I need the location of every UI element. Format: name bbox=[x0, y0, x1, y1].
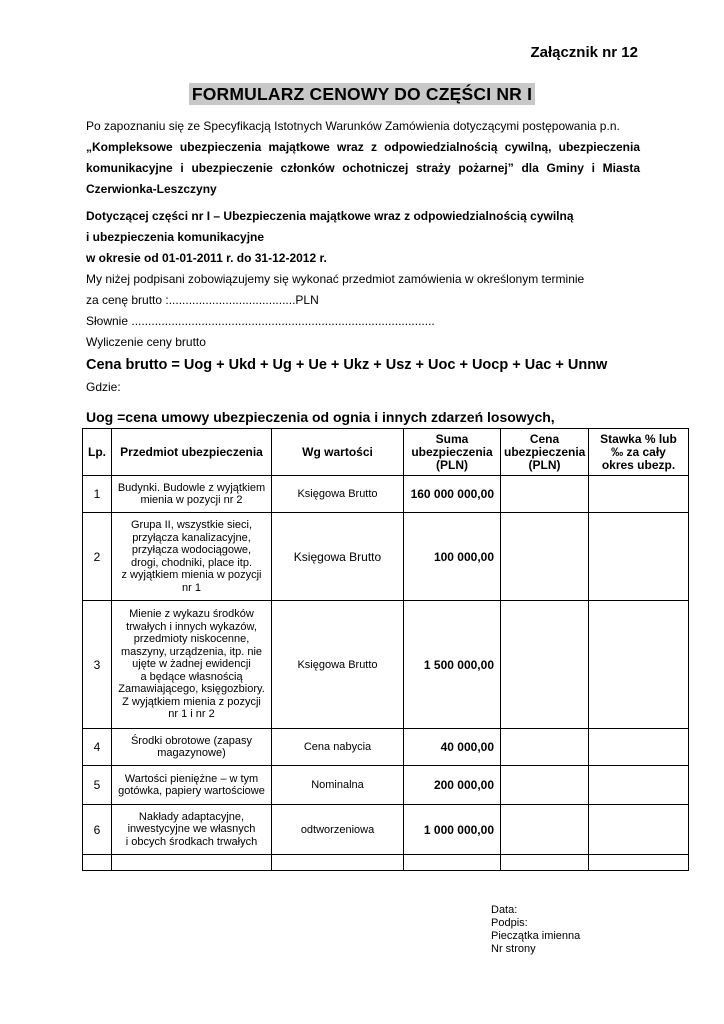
row-subject bbox=[112, 601, 272, 729]
stamp-label: Pieczątka imienna bbox=[491, 930, 581, 942]
uog-heading: Uog =cena umowy ubezpieczenia od ognia i innych zdarzeń losowych, bbox=[86, 409, 555, 425]
price-formula: Cena brutto = Uog + Ukd + Ug + Ue + Ukz + Usz + Uoc + Uocp + Uac + Unnw bbox=[86, 357, 608, 373]
header-sum-l2: ubezpieczenia bbox=[411, 444, 493, 459]
subject-line: przyłącza kanalizacyjne, bbox=[132, 531, 251, 544]
total-price-cell[interactable] bbox=[501, 855, 589, 871]
row-value-basis: Księgowa Brutto bbox=[272, 601, 404, 729]
subject-line: Wartości pieniężne – w tym bbox=[124, 772, 259, 785]
header-sum-l1: Suma bbox=[435, 431, 469, 446]
row-price-cell[interactable] bbox=[501, 476, 589, 513]
row-sum-insured: 100 000,00 bbox=[404, 513, 501, 601]
table-row bbox=[83, 729, 689, 766]
subject-line: nr 1 bbox=[182, 581, 201, 594]
subject-line: przyłącza wodociągowe, bbox=[131, 544, 252, 556]
subject-line: drogi, chodniki, place itp. bbox=[130, 556, 253, 569]
row-value-basis: Cena nabycia bbox=[272, 729, 404, 766]
row-subject bbox=[112, 766, 272, 805]
subject-line: a będące własnością bbox=[140, 670, 243, 683]
row-rate-cell[interactable] bbox=[589, 766, 689, 805]
header-rate-l1: Stawka % lub bbox=[600, 431, 677, 446]
row-sum-insured: 160 000 000,00 bbox=[404, 476, 501, 513]
header-subject: Przedmiot ubezpieczenia bbox=[112, 429, 272, 476]
row-lp: 5 bbox=[83, 766, 112, 805]
row-lp: 3 bbox=[83, 601, 112, 729]
subject-line: przedmioty niskocenne, bbox=[133, 633, 250, 646]
intro-line-4: Czerwionka-Leszczyny bbox=[86, 182, 217, 196]
signature-label: Podpis: bbox=[491, 917, 528, 929]
row-lp: 4 bbox=[83, 729, 112, 766]
table-row bbox=[83, 601, 689, 729]
intro-line-3: komunikacyjne i ubezpieczenie członków ochotniczej straży pożarnej” dla Gminy i Miasta bbox=[86, 161, 640, 175]
row-rate-cell[interactable] bbox=[589, 729, 689, 766]
pricing-table bbox=[82, 428, 689, 871]
subject-line: gotówka, papiery wartościowe bbox=[118, 785, 265, 797]
table-row bbox=[83, 805, 689, 855]
header-price-l3: (PLN) bbox=[528, 457, 561, 472]
row-value-basis: Księgowa Brutto bbox=[272, 476, 404, 513]
subject-line: mienia w pozycji nr 2 bbox=[140, 494, 243, 506]
table-row bbox=[83, 513, 689, 601]
intro-line-1: Po zapoznaniu się ze Specyfikacją Istotnych Warunków Zamówienia dotyczącymi postępowania p.n. bbox=[86, 119, 620, 133]
row-lp: 6 bbox=[83, 805, 112, 855]
row-subject bbox=[112, 805, 272, 855]
form-title bbox=[0, 84, 724, 105]
row-price-cell[interactable] bbox=[501, 805, 589, 855]
row-subject bbox=[112, 729, 272, 766]
row-sum-insured: 1 000 000,00 bbox=[404, 805, 501, 855]
part-line-2: i ubezpieczenia komunikacyjne bbox=[86, 230, 265, 244]
intro-line-2: „Kompleksowe ubezpieczenia majątkowe wraz z odpowiedzialnością cywilną, ubezpieczenia bbox=[86, 140, 640, 154]
row-lp: 1 bbox=[83, 476, 112, 513]
header-rate-l3: okres ubezp. bbox=[601, 457, 676, 472]
subject-line: Budynki. Budowle z wyjątkiem bbox=[117, 481, 266, 494]
header-price-l1: Cena bbox=[529, 431, 560, 446]
header-by-value: Wg wartości bbox=[272, 429, 404, 476]
header-lp: Lp. bbox=[83, 429, 112, 476]
form-title-text: FORMULARZ CENOWY DO CZĘŚCI NR I bbox=[189, 83, 535, 105]
row-subject bbox=[112, 513, 272, 601]
form-body bbox=[86, 116, 640, 428]
where-label: Gdzie: bbox=[86, 380, 121, 394]
calc-label: Wyliczenie ceny brutto bbox=[86, 335, 206, 349]
subject-line: Środki obrotowe (zapasy bbox=[130, 734, 253, 747]
subject-line: magazynowe) bbox=[157, 747, 226, 759]
commit-line-1: My niżej podpisani zobowiązujemy się wykonać przedmiot zamówienia w określonym terminie bbox=[86, 272, 585, 286]
page-number-label: Nr strony bbox=[491, 943, 536, 955]
subject-line: Grupa II, wszystkie sieci, bbox=[130, 519, 253, 531]
row-value-basis: Nominalna bbox=[272, 766, 404, 805]
row-sum-insured: 1 500 000,00 bbox=[404, 601, 501, 729]
subject-line: ujęte w żadnej ewidencji bbox=[132, 658, 251, 671]
subject-line: maszyny, urządzenia, itp. nie bbox=[120, 645, 263, 658]
row-price-cell[interactable] bbox=[501, 766, 589, 805]
row-rate-cell[interactable] bbox=[589, 513, 689, 601]
table-row bbox=[83, 766, 689, 805]
subject-line: Zamawiającego, księgozbiory. bbox=[118, 683, 265, 696]
row-value-basis: Księgowa Brutto bbox=[272, 513, 404, 601]
empty-cell bbox=[112, 855, 272, 871]
header-sum bbox=[404, 429, 501, 476]
subject-line: i obcych środkach trwałych bbox=[125, 835, 258, 848]
row-sum-insured: 200 000,00 bbox=[404, 766, 501, 805]
signature-block bbox=[491, 904, 580, 956]
header-rate bbox=[589, 429, 689, 476]
subject-line: nr 1 i nr 2 bbox=[168, 708, 215, 721]
row-rate-cell[interactable] bbox=[589, 805, 689, 855]
header-rate-l2: ‰ za cały bbox=[611, 444, 666, 459]
part-line-3: w okresie od 01-01-2011 r. do 31-12-2012 r. bbox=[86, 251, 327, 265]
annex-label: Załącznik nr 12 bbox=[530, 44, 638, 61]
row-rate-cell[interactable] bbox=[589, 476, 689, 513]
price-in-words-line: Słownie ........................................................................................... bbox=[86, 314, 435, 328]
table-header-row bbox=[83, 429, 689, 476]
table-row bbox=[83, 476, 689, 513]
subject-line: z wyjątkiem mienia w pozycji bbox=[121, 569, 262, 581]
gross-price-line: za cenę brutto :......................................PLN bbox=[86, 293, 319, 307]
subject-line: Z wyjątkiem mienia z pozycji bbox=[122, 695, 261, 708]
row-rate-cell[interactable] bbox=[589, 601, 689, 729]
empty-cell bbox=[83, 855, 112, 871]
subject-line: inwestycyjne we własnych bbox=[127, 823, 256, 836]
subject-line: Nakłady adaptacyjne, bbox=[138, 810, 245, 823]
table-total-row bbox=[83, 855, 689, 871]
subject-line: trwałych i innych wykazów, bbox=[126, 620, 257, 633]
empty-cell bbox=[404, 855, 501, 871]
row-price-cell[interactable] bbox=[501, 729, 589, 766]
row-value-basis: odtworzeniowa bbox=[272, 805, 404, 855]
part-line-1: Dotyczącej części nr I – Ubezpieczenia majątkowe wraz z odpowiedzialnością cywilną bbox=[86, 209, 574, 223]
subject-line: Mienie z wykazu środków bbox=[129, 608, 254, 621]
date-label: Data: bbox=[491, 904, 518, 916]
row-price-cell[interactable] bbox=[501, 601, 589, 729]
empty-cell bbox=[589, 855, 689, 871]
row-price-cell[interactable] bbox=[501, 513, 589, 601]
row-subject bbox=[112, 476, 272, 513]
row-lp: 2 bbox=[83, 513, 112, 601]
empty-cell bbox=[272, 855, 404, 871]
header-sum-l3: (PLN) bbox=[436, 457, 468, 472]
row-sum-insured: 40 000,00 bbox=[404, 729, 501, 766]
header-price-l2: ubezpieczenia bbox=[504, 444, 586, 459]
header-price bbox=[501, 429, 589, 476]
